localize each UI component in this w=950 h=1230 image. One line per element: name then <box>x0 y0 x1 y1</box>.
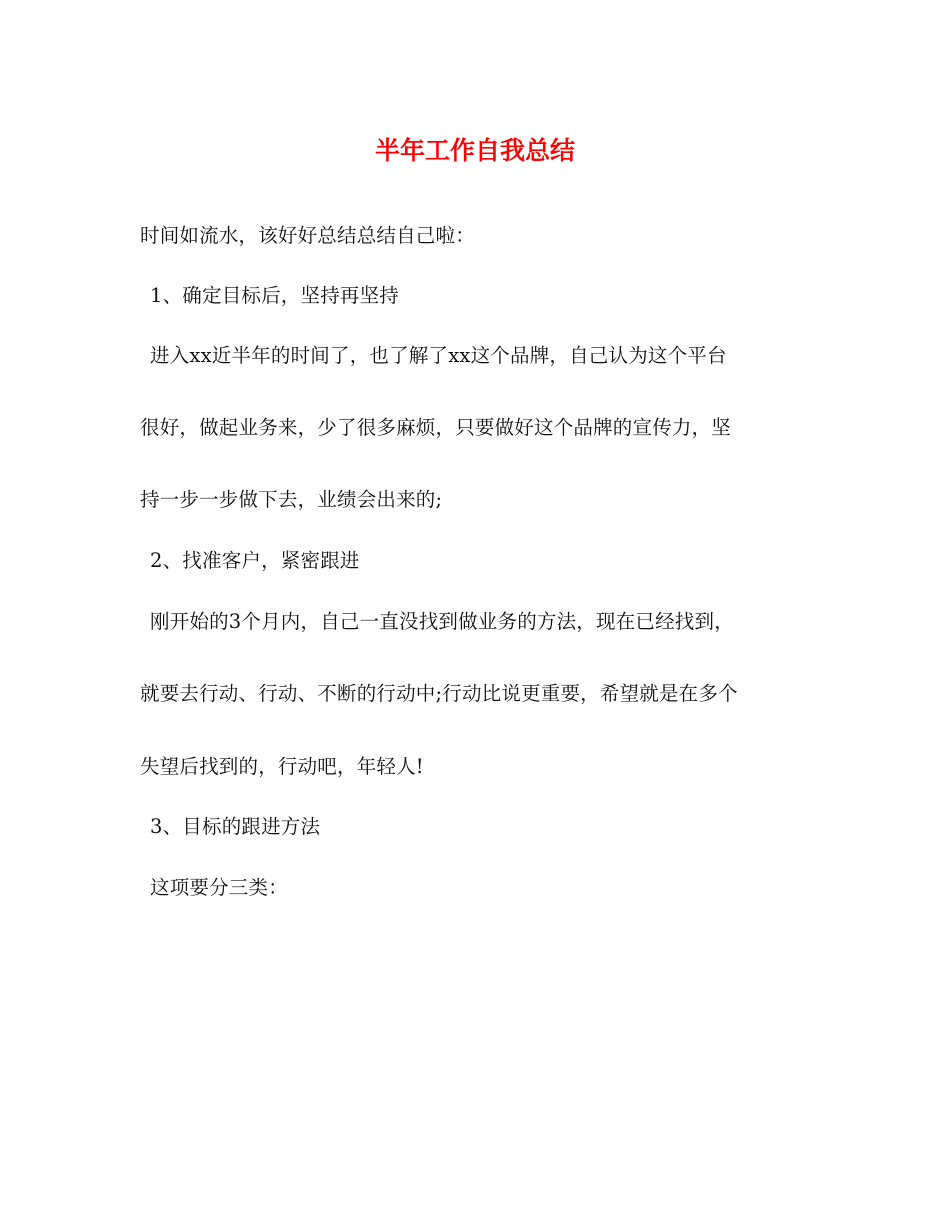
paragraph-2-line-3: 失望后找到的，行动吧，年轻人! <box>140 755 424 778</box>
intro-line: 时间如流水，该好好总结总结自己啦： <box>140 224 475 247</box>
paragraph-3-line-1: 这项要分三类： <box>150 876 288 899</box>
paragraph-2-line-1: 刚开始的3个月内，自己一直没找到做业务的方法，现在已经找到， <box>150 610 734 633</box>
section-heading-2: 2、找准客户，紧密跟进 <box>150 549 360 572</box>
paragraph-1-line-1: 进入xx近半年的时间了，也了解了xx这个品牌，自己认为这个平台 <box>150 344 727 367</box>
section-heading-3: 3、目标的跟进方法 <box>150 815 321 838</box>
section-heading-1: 1、确定目标后，坚持再坚持 <box>150 284 400 307</box>
paragraph-1-line-2: 很好，做起业务来，少了很多麻烦，只要做好这个品牌的宣传力，坚 <box>140 416 732 439</box>
paragraph-1-line-3: 持一步一步做下去，业绩会出来的; <box>140 488 443 511</box>
paragraph-2-line-2: 就要去行动、行动、不断的行动中;行动比说更重要，希望就是在多个 <box>140 682 738 705</box>
page-title: 半年工作自我总结 <box>374 136 575 165</box>
